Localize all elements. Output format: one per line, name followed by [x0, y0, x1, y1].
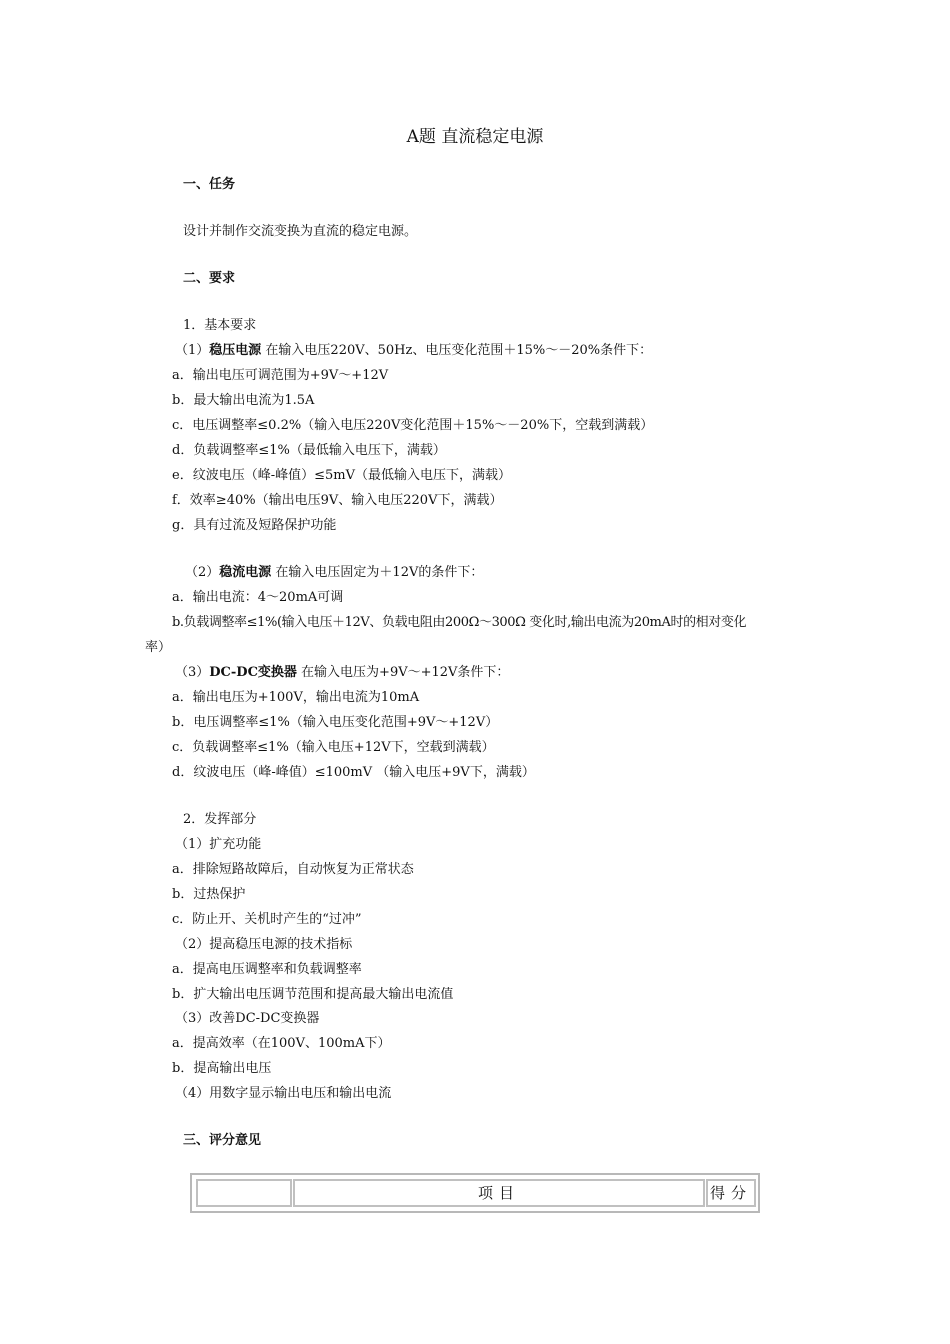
list-item: c．负载调整率≤1%（输入电压+12V下，空载到满载）	[172, 740, 495, 755]
list-item: a．输出电压为+100V，输出电流为10mA	[172, 690, 420, 705]
list-item: （1）扩充功能	[175, 837, 262, 852]
list-item: （3）改善DC-DC变换器	[175, 1011, 320, 1026]
list-item: d．负载调整率≤1%（最低输入电压下，满载）	[172, 443, 446, 458]
list-item: b．过热保护	[172, 887, 246, 902]
list-item: b．扩大输出电压调节范围和提高最大输出电流值	[172, 987, 454, 1002]
list-item: f．效率≥40%（输出电压9V、输入电压220V下，满载）	[172, 493, 503, 508]
scoring-table	[190, 1173, 760, 1213]
list-item: a．排除短路故障后，自动恢复为正常状态	[172, 862, 414, 877]
list-item: a．提高电压调整率和负载调整率	[172, 962, 362, 977]
regulated-voltage-supply-line	[175, 342, 652, 360]
basic-requirements-heading: 1．基本要求	[183, 318, 257, 333]
item-prefix: （3）	[175, 665, 210, 680]
list-item: a．提高效率（在100V、100mA下）	[172, 1036, 391, 1051]
list-item: d．纹波电压（峰-峰值）≤100mV （输入电压+9V下，满载）	[172, 765, 535, 780]
list-item: g．具有过流及短路保护功能	[172, 518, 337, 533]
table-header-item: 项目	[293, 1179, 705, 1207]
item-prefix: （2）	[185, 565, 220, 580]
list-item: b．电压调整率≤1%（输入电压变化范围+9V～+12V）	[172, 715, 499, 730]
table-header-blank	[196, 1179, 292, 1207]
list-item: b.负载调整率≤1%(输入电压＋12V、负载电阻由200Ω～300Ω 变化时,输出电流为20mA时的相对变化	[172, 615, 747, 630]
section-heading-task: 一、任务	[183, 177, 236, 192]
list-item: b．最大输出电流为1.5A	[172, 393, 315, 408]
table-header-score: 得分	[706, 1179, 756, 1207]
list-item: c．电压调整率≤0.2%（输入电压220V变化范围＋15%～－20%下，空载到满载）	[172, 418, 654, 433]
list-item: （2）提高稳压电源的技术指标	[175, 937, 353, 952]
list-item: b．提高输出电压	[172, 1061, 272, 1076]
item-bold-label: DC-DC变换器	[209, 665, 297, 680]
document-title: A题 直流稳定电源	[406, 127, 544, 147]
list-item-continuation: 率）	[145, 640, 172, 655]
item-prefix: （1）	[175, 343, 210, 358]
regulated-current-supply-line	[185, 564, 483, 582]
section-heading-requirements: 二、要求	[183, 271, 236, 286]
extended-part-heading: 2．发挥部分	[183, 812, 257, 827]
task-text: 设计并制作交流变换为直流的稳定电源。	[183, 224, 418, 239]
list-item: e．纹波电压（峰-峰值）≤5mV（最低输入电压下，满载）	[172, 468, 511, 483]
list-item: c．防止开、关机时产生的“过冲”	[172, 912, 362, 927]
item-rest: 在输入电压固定为＋12V的条件下：	[271, 565, 484, 580]
dc-dc-converter-line	[175, 664, 509, 682]
list-item: a．输出电压可调范围为+9V～+12V	[172, 368, 389, 383]
item-bold-label: 稳压电源	[209, 343, 262, 358]
list-item: （4）用数字显示输出电压和输出电流	[175, 1086, 392, 1101]
item-rest: 在输入电压220V、50Hz、电压变化范围＋15%～－20%条件下：	[261, 343, 653, 358]
list-item: a．输出电流：4～20mA可调	[172, 590, 344, 605]
item-rest: 在输入电压为+9V～+12V条件下：	[296, 665, 510, 680]
item-bold-label: 稳流电源	[219, 565, 272, 580]
section-heading-scoring: 三、评分意见	[183, 1133, 262, 1148]
